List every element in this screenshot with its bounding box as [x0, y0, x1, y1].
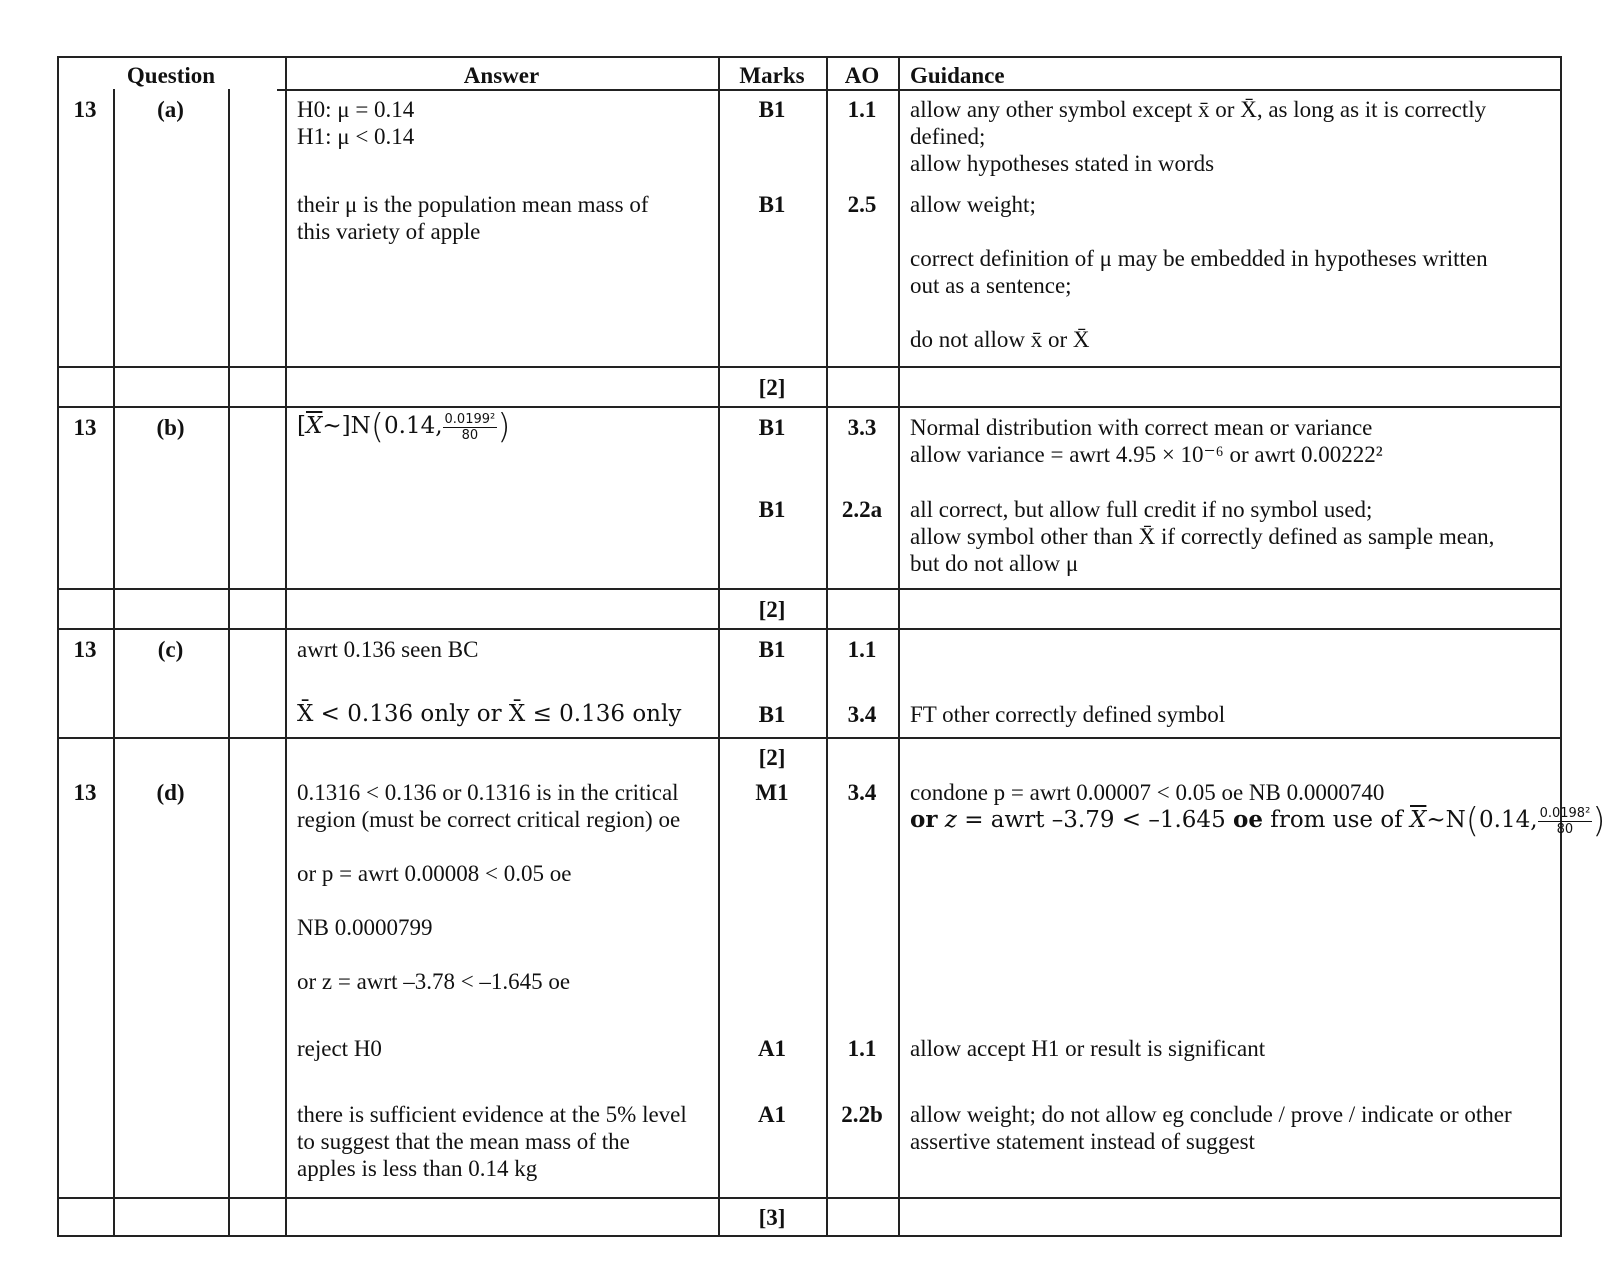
guidance-line: out as a sentence;	[910, 273, 1072, 298]
part-total: [2]	[758, 745, 786, 770]
answer-line: NB 0.0000799	[297, 915, 433, 940]
rule	[285, 56, 287, 1237]
fraction-numerator: 0.0199²	[444, 411, 496, 427]
ao: 3.4	[847, 780, 877, 805]
part-total: [3]	[758, 1205, 786, 1230]
header-ao: AO	[844, 63, 880, 88]
guidance-line: correct definition of μ may be embedded in hypotheses written	[910, 246, 1488, 271]
question-number: 13	[73, 97, 97, 122]
question-part: (b)	[156, 415, 185, 440]
question-part: (a)	[157, 97, 184, 122]
mark: B1	[758, 702, 786, 727]
fraction-denominator: 80	[461, 427, 479, 443]
mark: B1	[758, 97, 786, 122]
rule	[1560, 56, 1562, 1237]
mark: B1	[758, 497, 786, 522]
rule	[57, 56, 1562, 58]
guidance-line: but do not allow μ	[910, 551, 1079, 576]
mark: A1	[757, 1102, 787, 1127]
fraction-numerator: 0.0198²	[1539, 805, 1591, 821]
mark: B1	[758, 192, 786, 217]
header-marks: Marks	[739, 63, 805, 88]
ao: 1.1	[847, 1036, 877, 1061]
answer-line: reject H0	[297, 1036, 382, 1061]
mark: A1	[757, 1036, 787, 1061]
header-question: Question	[126, 63, 216, 88]
answer-definition	[297, 218, 480, 245]
ao: 1.1	[847, 97, 877, 122]
answer-line: region (must be correct critical region) oe	[297, 807, 681, 832]
guidance-line: defined;	[910, 124, 986, 149]
answer-definition	[297, 191, 649, 218]
guidance-line: allow accept H1 or result is significant	[910, 1036, 1266, 1061]
header-guidance: Guidance	[910, 63, 1005, 88]
part-total: [2]	[758, 597, 786, 622]
ao: 2.2b	[841, 1102, 883, 1127]
answer-h1	[297, 123, 414, 150]
rule	[57, 588, 1562, 590]
mark: B1	[758, 637, 786, 662]
answer-line: to suggest that the mean mass of the	[297, 1129, 630, 1154]
answer-definition-line: this variety of apple	[297, 219, 481, 244]
guidance-line: allow any other symbol except x̄ or X̄, as long as it is correctly	[910, 97, 1487, 122]
ao: 1.1	[847, 637, 877, 662]
rule	[57, 406, 1562, 408]
mark: B1	[758, 415, 786, 440]
answer-line: X̄ < 0.136 only or X̄ ≤ 0.136 only	[297, 701, 682, 727]
ao: 2.2a	[841, 497, 883, 522]
rule	[277, 89, 1562, 91]
paren-close: )	[497, 407, 511, 447]
guidance-line: do not allow x̄ or X̄	[910, 327, 1090, 352]
rule	[57, 737, 1562, 739]
answer-definition-line: their μ is the population mean mass of	[297, 192, 649, 217]
ao: 2.5	[847, 192, 877, 217]
answer-line: or z = awrt –3.78 < –1.645 oe	[297, 969, 571, 994]
variance-fraction	[1538, 806, 1593, 837]
question-number: 13	[73, 637, 97, 662]
rule	[57, 366, 1562, 368]
guidance-line: allow variance = awrt 4.95 × 10⁻⁶ or awrt 0.00222²	[910, 442, 1383, 467]
answer-line: there is sufficient evidence at the 5% level	[297, 1102, 687, 1127]
rule	[113, 89, 115, 1237]
part-total: [2]	[758, 375, 786, 400]
answer-line: or p = awrt 0.00008 < 0.05 oe	[297, 861, 572, 886]
guidance-line: allow weight;	[910, 192, 1036, 217]
rule	[57, 628, 1562, 630]
guidance-z-text: or z = awrt –3.79 < –1.645 oe from use of $\overline{X}\sim N$	[910, 806, 1466, 833]
guidance-line: condone p = awrt 0.00007 < 0.05 oe NB 0.0000740	[910, 780, 1385, 805]
question-number: 13	[73, 415, 97, 440]
question-part: (d)	[156, 780, 185, 805]
question-part: (c)	[157, 637, 184, 662]
ao: 3.3	[847, 415, 877, 440]
rule	[898, 56, 900, 1237]
answer-h0-text: H0: μ = 0.14	[297, 97, 415, 122]
guidance-line: allow hypotheses stated in words	[910, 151, 1215, 176]
ao: 3.4	[847, 702, 877, 727]
header-answer: Answer	[463, 63, 540, 88]
fraction-denominator: 80	[1556, 821, 1574, 837]
guidance-line: all correct, but allow full credit if no symbol used;	[910, 497, 1373, 522]
answer-distribution: $[\overline{X}\sim]N(0.14$, $\frac{\text{0.0199²}}{80}$ )	[297, 407, 511, 447]
paren-close: )	[1592, 801, 1606, 841]
answer-line: awrt 0.136 seen BC	[297, 637, 479, 662]
guidance-line: Normal distribution with correct mean or variance	[910, 415, 1373, 440]
question-number: 13	[73, 780, 97, 805]
paren-open: (	[370, 407, 384, 447]
mark-scheme-table	[57, 56, 1606, 1237]
guidance-line: allow symbol other than X̄ if correctly defined as sample mean,	[910, 524, 1495, 549]
rule	[57, 1235, 1562, 1237]
answer-line: 0.1316 < 0.136 or 0.1316 is in the critical	[297, 780, 679, 805]
answer-line: apples is less than 0.14 kg	[297, 1156, 538, 1181]
guidance-line: assertive statement instead of suggest	[910, 1129, 1255, 1154]
guidance-line-distribution: or z = awrt –3.79 < –1.645 oe from use of $\overline{X}\sim N(0.14$, $\frac{\text{0.0198²}}{80}$ )	[910, 801, 1606, 841]
guidance-line: FT other correctly defined symbol	[910, 702, 1226, 727]
paren-open: (	[1465, 801, 1480, 841]
answer-h1-text: H1: μ < 0.14	[297, 124, 415, 149]
rule	[57, 1197, 1562, 1199]
mark: M1	[755, 780, 789, 805]
guidance-line: allow weight; do not allow eg conclude / prove / indicate or other	[910, 1102, 1512, 1127]
distribution-prefix: $[\overline{X}\sim]N$	[297, 413, 371, 439]
rule	[228, 89, 230, 1237]
variance-fraction	[443, 412, 498, 443]
answer-h0	[297, 96, 414, 123]
